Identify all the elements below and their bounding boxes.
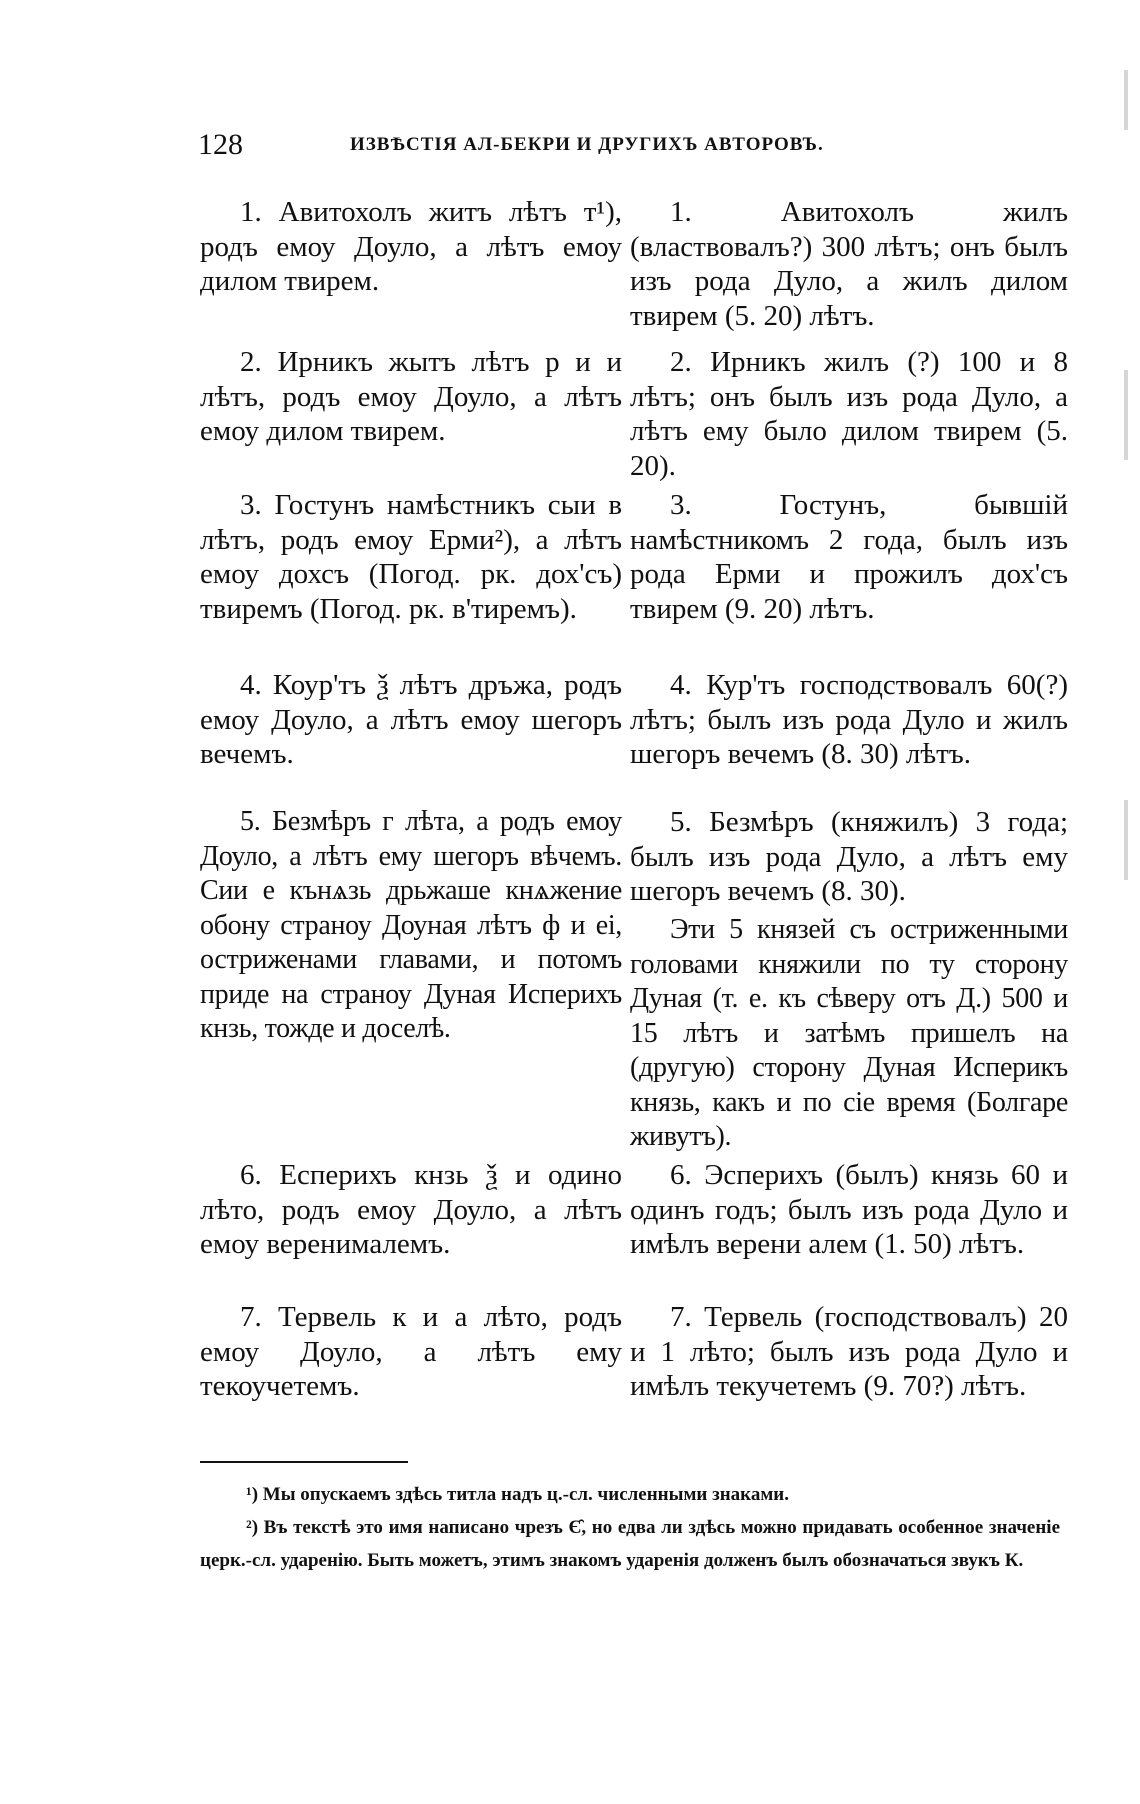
footnote-2: ²) Въ текстѣ это имя написано чрезъ Є̑, но едва ли здѣсь можно придавать особенное значеніе церк.-сл. ударенію. Быть можетъ, этимъ знакомъ ударенія долженъ былъ обозначаться звукъ К. (200, 1517, 1060, 1571)
left-entry-2 (200, 345, 622, 449)
footnotes (200, 1478, 1060, 1577)
right-entry-6 (630, 1158, 1068, 1262)
right-entry-4 (630, 668, 1068, 772)
right-entry-7 (630, 1300, 1068, 1404)
right-entry-3 (630, 488, 1068, 626)
entry-number: 5. (670, 806, 692, 838)
entry-number: 6. (240, 1159, 262, 1191)
entry-number: 3. (670, 489, 692, 521)
entry-number: 2. (240, 346, 262, 378)
entry-number: 7. (670, 1301, 692, 1333)
entry-text: Коур'тъ ѯ лѣтъ дръжа, родъ емоу Доуло, а лѣтъ емоу шегоръ вечемъ. (200, 669, 622, 770)
right-summary-paragraph (630, 913, 1068, 1155)
left-entry-3 (200, 488, 622, 626)
footnote-1: ¹) Мы опускаемъ здѣсь титла надъ ц.-сл. численными знаками. (246, 1484, 789, 1505)
entry-text: Гостунъ намѣстникъ сыи в лѣтъ, родъ емоу Ерми²), а лѣтъ емоу дохсъ (Погод. рк. дох'съ) твиремъ (Погод. рк. в'тиремъ). (200, 489, 623, 625)
entry-text: Авитохолъ жилъ (властвовалъ?) 300 лѣтъ; онъ былъ изъ рода Дуло, а жилъ дилом твирем (5. 20) лѣтъ. (630, 196, 1069, 332)
entry-text: Тервель (господствовалъ) 20 и 1 лѣто; былъ изъ рода Дуло и имѣлъ текучетемъ (9. 70?) лѣтъ. (630, 1301, 1068, 1402)
right-entry-5 (630, 805, 1068, 909)
entry-text: Эсперихъ (былъ) князь 60 и одинъ годъ; былъ изъ рода Дуло и имѣлъ верени алем (1. 50) лѣтъ. (630, 1159, 1068, 1260)
entry-text: Ирникъ жилъ (?) 100 и 8 лѣтъ; онъ былъ изъ рода Дуло, а лѣтъ ему было дилом твирем (5. 20). (630, 346, 1069, 482)
scan-edge-mark-low (1124, 800, 1128, 880)
entry-text: Безмѣръ г лѣта, а родъ емоу Доуло, а лѣтъ ему шегоръ вѣчемъ. Сии е кънѧзь дрьжаше кнѧжение обону страноу Доуная лѣтъ ф и еі, остриженами главами, и потомъ приде на страноу Дуная Исперихъ кнзь, тожде и доселѣ. (200, 806, 622, 1044)
right-entry-2 (630, 345, 1068, 483)
left-entry-4 (200, 668, 622, 772)
entry-number: 1. (240, 196, 262, 228)
footnote-rule (200, 1461, 408, 1463)
entry-number: 2. (670, 346, 692, 378)
entry-text: Тервель к и а лѣто, родъ емоу Доуло, а лѣтъ ему текоучетемъ. (200, 1301, 623, 1402)
left-entry-6 (200, 1158, 622, 1262)
entry-number: 3. (240, 489, 262, 521)
running-title: ИЗВѢСТІЯ АЛ-БЕКРИ И ДРУГИХЪ АВТОРОВЪ. (350, 134, 824, 155)
entry-text: Кур'тъ господствовалъ 60(?) лѣтъ; былъ изъ рода Дуло и жилъ шегоръ вечемъ (8. 30) лѣтъ. (630, 669, 1068, 770)
entry-number: 1. (670, 196, 692, 228)
entry-number: 6. (670, 1159, 692, 1191)
parallel-text-columns (200, 195, 1070, 1455)
left-entry-5 (200, 805, 622, 1047)
scan-edge-mark-mid (1124, 370, 1128, 460)
entry-text: Есперихъ кнзь ѯ и одино лѣто, родъ емоу Доуло, а лѣтъ емоу веренималемъ. (200, 1159, 622, 1260)
entry-number: 4. (670, 669, 692, 701)
entry-number: 7. (240, 1301, 262, 1333)
left-entry-7 (200, 1300, 622, 1404)
entry-text: Авитохолъ житъ лѣтъ т¹), родъ емоу Доуло, а лѣтъ емоу дилом твирем. (200, 196, 623, 297)
scan-edge-mark-top (1124, 70, 1128, 130)
page-header (198, 128, 878, 168)
entry-text: Ирникъ жытъ лѣтъ р и и лѣтъ, родъ емоу Доуло, а лѣтъ емоу дилом твирем. (200, 346, 623, 447)
entry-number: 4. (240, 669, 262, 701)
entry-text: Эти 5 князей съ остриженными головами княжили по ту сторону Дуная (т. е. къ сѣверу отъ Д.) 500 и 15 лѣтъ и затѣмъ пришелъ на (другую) сторону Дуная Исперикъ князь, какъ и по сіе время (Болгаре живутъ). (630, 914, 1068, 1152)
entry-number: 5. (240, 806, 261, 837)
left-entry-1 (200, 195, 622, 299)
entry-text: Безмѣръ (княжилъ) 3 года; былъ изъ рода Дуло, а лѣтъ ему шегоръ вечемъ (8. 30). (630, 806, 1068, 907)
page-number: 128 (198, 128, 243, 161)
right-entry-1 (630, 195, 1068, 333)
entry-text: Гостунъ, бывшій намѣстникомъ 2 года, былъ изъ рода Ерми и прожилъ дох'съ твирем (9. 20) лѣтъ. (630, 489, 1068, 625)
